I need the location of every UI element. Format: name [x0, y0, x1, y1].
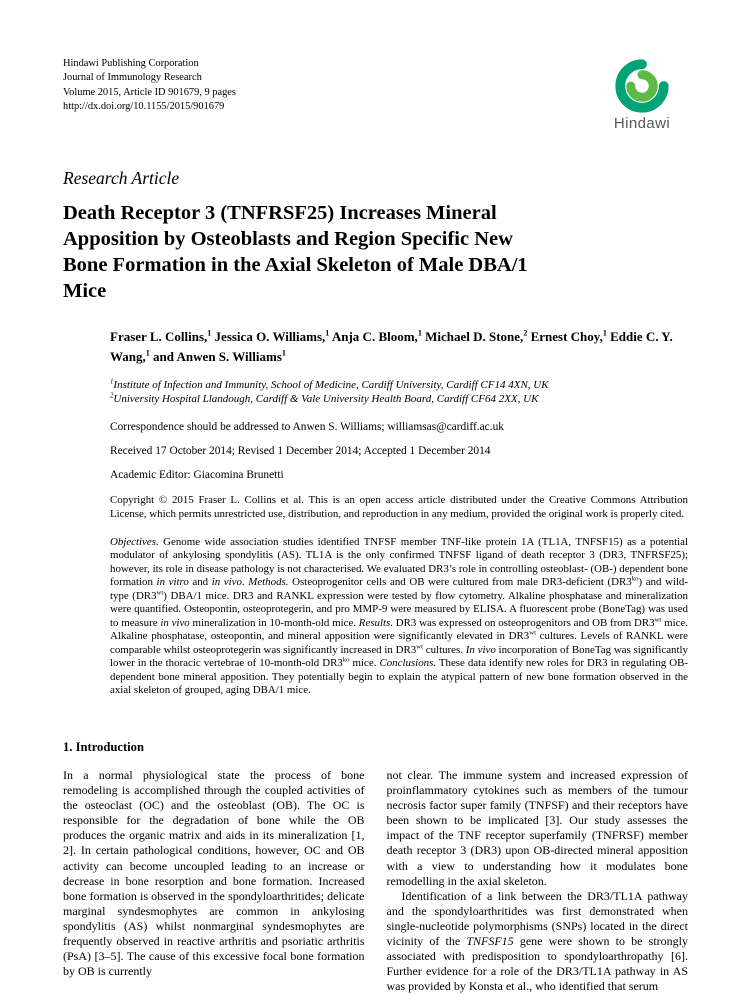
journal-name: Journal of Immunology Research — [63, 72, 202, 84]
section-heading-introduction: 1. Introduction — [63, 739, 144, 754]
affiliation-2: $^2$University Hospital Llandough, Cardiff & Vale University Health Board, Cardiff CF64 2XX, UK — [110, 392, 539, 406]
publisher-block — [63, 57, 236, 114]
affiliation-1: $^1$Institute of Infection and Immunity, School of Medicine, Cardiff University, Cardiff CF14 4XN, UK — [110, 378, 549, 392]
author-list: Fraser L. Collins,$^1$ Jessica O. Williams,$^1$ Anja C. Bloom,$^1$ Michael D. Stone,$^2$ Ernest Choy,$^1$ Eddie C. Y. Wang,$^1$ and Anwen S. Williams$^1$ — [110, 328, 673, 364]
history-line: Received 17 October 2014; Revised 1 December 2014; Accepted 1 December 2014 — [110, 444, 491, 457]
two-column-body — [63, 768, 688, 995]
hindawi-wordmark: Hindawi — [613, 115, 671, 132]
hindawi-logo-icon — [615, 59, 669, 113]
logo-inner-swirl — [631, 75, 654, 98]
publisher-name: Hindawi Publishing Corporation — [63, 58, 199, 69]
correspondence-line: Correspondence should be addressed to Anwen S. Williams; williamsas@cardiff.ac.uk — [110, 420, 504, 433]
right-column — [387, 768, 689, 995]
copyright-notice: Copyright © 2015 Fraser L. Collins et al. This is an open access article distributed under the Creative Commons Attribution License, which permits unrestricted use, distribution, and reproduction in any medium, provided the original work is properly cited. — [110, 493, 688, 521]
intro-paragraph-2: Identification of a link between the DR3/TL1A pathway and the spondyloarthritides was first demonstrated when single-nucleotide polymorphisms (SNPs) located in the direct vicinity of the TNFSF15 gene were shown to be strongly associated with predisposition to spondyloarthropathy [6]. Further evidence for a role of the DR3/TL1A pathway in AS was provided by Konsta et al., who identified that serum — [386, 888, 689, 994]
intro-paragraph-1-continued: not clear. The immune system and increased expression of proinflammatory cytokines such as members of the tumour necrosis factor super family (TNFSF) and their receptors have been shown to be implicated [3]. Our study assesses the impact of the TNF receptor superfamily (TNFRSF) member death receptor 3 (DR3) upon OB-directed mineral apposition with a view to understanding how it modulates bone remodelling in the axial skeleton. — [386, 767, 688, 888]
academic-editor-line: Academic Editor: Giacomina Brunetti — [110, 468, 284, 481]
doi-url[interactable]: http://dx.doi.org/10.1155/2015/901679 — [63, 101, 225, 113]
affiliations — [110, 378, 688, 407]
left-column — [63, 768, 365, 995]
front-matter — [110, 327, 688, 698]
article-type-label: Research Article — [63, 168, 180, 188]
hindawi-logo — [596, 59, 688, 132]
masthead — [63, 57, 688, 132]
article-title: Death Receptor 3 (TNFRSF25) Increases Mineral Apposition by Osteoblasts and Region Specific New Bone Formation in the Axial Skeleton of Male DBA/1 Mice — [63, 202, 528, 303]
volume-info: Volume 2015, Article ID 901679, 9 pages — [63, 86, 236, 98]
abstract-text: Objectives. Genome wide association studies identified TNFSF member TNF-like protein 1A (TL1A, TNFSF15) as a potential modulator of ankylosing spondylitis (AS). TL1A is the only confirmed TNFSF ligand of death receptor 3 (DR3, TNFRSF25); however, its role in disease pathology is not characterised. We evaluated DR3’s role in controlling osteoblast- (OB-) dependent bone formation in vitro and in vivo. Methods. Osteoprogenitor cells and OB were cultured from male DR3-deficient $(DR3^{ko})$ and wild-type $(DR3^{wt})$ DBA/1 mice. DR3 and RANKL expression were tested by flow cytometry. Alkaline phosphatase and mineralization were quantified. Osteopontin, osteoprotegerin, and pro MMP-9 were measured by ELISA. A fluorescent probe (BoneTag) was used to measure in vivo mineralization in 10-month-old mice. Results. DR3 was expressed on osteoprogenitors and OB from $DR3^{wt}$ mice. Alkaline phosphatase, osteopontin, and mineral apposition were significantly elevated in $DR3^{wt}$ cultures. Levels of RANKL were comparable whilst osteoprotegerin was significantly increased in $DR3^{wt}$ cultures. In vivo incorporation of BoneTag was significantly lower in the thoracic vertebrae of 10-month-old $DR3^{ko}$ mice. Conclusions. These data identify new roles for DR3 in regulating OB-dependent bone mineral apposition. They potentially begin to explain the atypical pattern of new bone formation observed in the axial skeleton of grouped, aging DBA/1 mice. — [110, 535, 689, 697]
intro-paragraph-1: In a normal physiological state the process of bone remodeling is accomplished through the coupled activities of the osteoclast (OC) and the osteoblast (OB). The OC is responsible for the degradation of bone while the OB produces the organic matrix and aids in its mineralization [1, 2]. In certain pathological conditions, however, OC and OB activity can become uncoupled leading to an increase or decrease in bone resorption and bone formation. Increased bone formation is observed in the spondyloarthritides; delicate marginal syndesmophytes are common in ankylosing spondylitis (AS) whilst nonmarginal syndesmophytes are frequently observed in reactive arthritis and psoriatic arthritis (PsA) [3–5]. The cause of this excessive focal bone formation by OB is currently — [63, 767, 365, 979]
